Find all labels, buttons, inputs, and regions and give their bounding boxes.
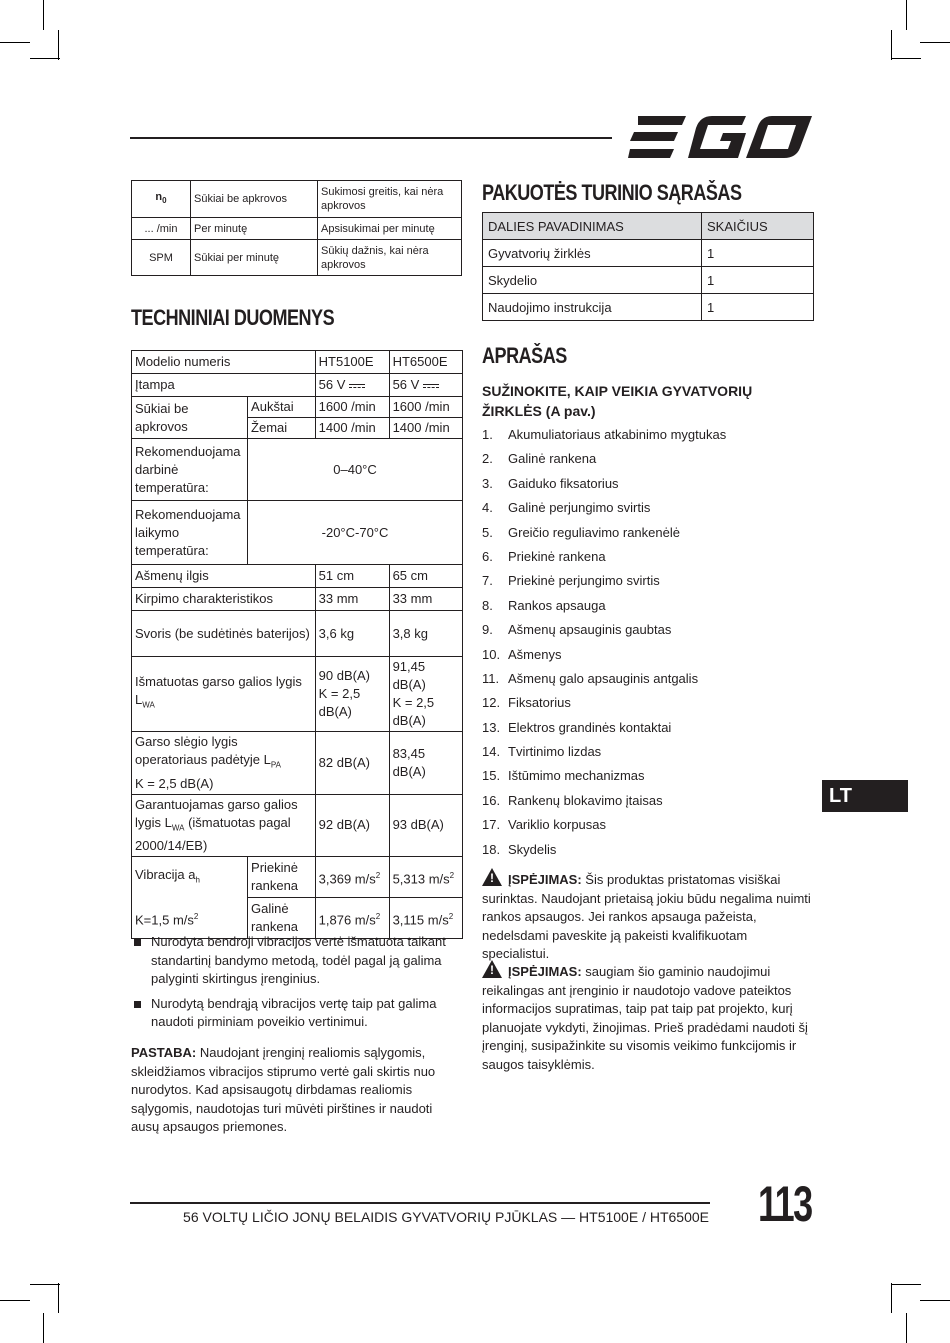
list-item: Nurodyta bendroji vibracijos vertė išmatuota taikant standartinį bandymo metodą, todėl pagal ją galima palyginti skirtingus įrenginius. (131, 933, 461, 989)
description-subheading: SUŽINOKITE, KAIP VEIKIA GYVATVORIŲ ŽIRKLĖS (A pav.) (482, 383, 753, 419)
table-row (132, 439, 463, 501)
spec-label: Svoris (be sudėtinės baterijos) (132, 611, 316, 657)
list-item (482, 740, 812, 764)
list-item: Nurodytą bendrąją vibracijos vertę taip pat galima naudoti pirminiam poveikio vertinimui. (131, 995, 461, 1032)
cell: Gyvatvorių žirklės (483, 240, 702, 267)
list-item-text: Skydelis (508, 841, 557, 857)
spec-value: 5,313 $m/s^2$ (389, 857, 462, 898)
spec-label: Sūkiai be apkrovos (132, 397, 248, 439)
spec-value: 0–40°C (248, 439, 463, 501)
list-item (482, 594, 812, 618)
list-item-number: 13. (482, 719, 501, 735)
list-item-number: 18. (482, 841, 501, 857)
spec-value: 56 V (389, 374, 462, 397)
table-row (132, 565, 463, 588)
bullet-icon (134, 1001, 141, 1008)
spec-label: Garantuojamas garso galios lygis $L_{WA}$ (išmatuotas pagal 2000/14/EB) (132, 794, 316, 857)
spec-value: 65 cm (389, 565, 462, 588)
spec-value: 3,115 $m/s^2$ (389, 898, 462, 939)
spec-sublabel: Priekinė rankena (248, 857, 316, 898)
spec-label: Rekomenduojama darbinė temperatūra: (132, 439, 248, 501)
list-item-number: 2. (482, 451, 493, 467)
table-row (132, 181, 462, 218)
list-item-text: Ašmenų galo apsauginis antgalis (508, 670, 699, 686)
spec-label: Išmatuotas garso galios lygis $L_{WA}$ (132, 657, 316, 732)
list-item (482, 423, 812, 447)
list-item-number: 1. (482, 427, 493, 442)
warning-icon: ! (482, 960, 502, 978)
package-heading: PAKUOTĖS TURINIO SĄRAŠAS (482, 180, 742, 205)
list-item (482, 472, 812, 496)
table-row (132, 611, 463, 657)
list-item (482, 838, 812, 862)
package-table (482, 212, 814, 321)
column-header: DALIES PAVADINIMAS (483, 213, 702, 240)
list-item-number: 11. (482, 670, 500, 686)
dc-symbol-icon (349, 384, 365, 388)
list-item-number: 6. (482, 548, 493, 564)
spec-label: Ašmenų ilgis (132, 565, 316, 588)
table-row (132, 732, 463, 795)
spec-value: 1,876 $m/s^2$ (315, 898, 389, 939)
list-item-number: 14. (482, 744, 501, 760)
list-item (482, 691, 812, 715)
language-tab-label: LT (829, 785, 852, 807)
table-row (483, 267, 814, 294)
description-cell: Sūkių dažnis, kai nėra apkrovos (318, 240, 462, 276)
table-row (132, 240, 462, 276)
table-row (132, 657, 463, 732)
list-item-text: Rankenų blokavimo įtaisas (508, 792, 663, 808)
description-cell: Sukimosi greitis, kai nėra apkrovos (318, 181, 462, 218)
spec-label: Įtampa (132, 374, 316, 397)
list-item-number: 17. (482, 817, 501, 833)
dc-symbol-icon (423, 384, 439, 388)
spec-value: 83,45 dB(A) (389, 732, 462, 795)
meaning-cell: Sūkiai per minutę (191, 240, 318, 276)
spec-value: 3,369 $m/s^2$ (315, 857, 389, 898)
cell: Skydelio (483, 267, 702, 294)
spec-label: Kirpimo charakteristikos (132, 588, 316, 611)
list-item-text: Galinė perjungimo svirtis (508, 500, 651, 516)
list-item-text: Tvirtinimo lizdas (508, 744, 602, 760)
spec-value: 3,8 kg (389, 611, 462, 657)
table-row (132, 397, 463, 418)
column-header: SKAIČIUS (702, 213, 814, 240)
list-item (482, 667, 812, 691)
cell: 1 (702, 240, 814, 267)
meaning-cell: Per minutę (191, 218, 318, 240)
list-item-number: 5. (482, 524, 493, 540)
cell: 1 (702, 294, 814, 321)
spec-label: Garso slėgio lygis operatoriaus padėtyje $L_{PA}$ K = 2,5 dB(A) (132, 732, 316, 795)
spec-value: 33 mm (315, 588, 389, 611)
meaning-cell: Sūkiai be apkrovos (191, 181, 318, 218)
description-cell: Apsisukimai per minutę (318, 218, 462, 240)
list-item-text: Variklio korpusas (508, 817, 607, 833)
spec-value: 93 dB(A) (389, 794, 462, 857)
table-row (132, 794, 463, 857)
spec-value: 1600 /min (389, 397, 462, 418)
list-item-number: 10. (482, 646, 501, 662)
cell: 1 (702, 267, 814, 294)
spec-sublabel: Galinė rankena (248, 898, 316, 939)
list-item-text: Gaiduko fiksatorius (508, 475, 619, 491)
table-row (483, 240, 814, 267)
symbol-cell: ... /min (132, 218, 191, 240)
parts-list (482, 423, 812, 862)
spec-sublabel: Žemai (248, 418, 316, 439)
table-row (132, 501, 463, 565)
warning-2: ! ĮSPĖJIMAS: saugiam šio gaminio naudojimui reikalingas ant įrenginio ir naudotojo vadove pateiktos informacijos supratimas, taip pat taip pat projekto, kurį planuojate vykdyti, žinojimas. Prieš pradėdami naudoti šį įrenginį, susipažinkite su visomis veikimo funkcijomis ir saugos taisyklėmis. (482, 960, 814, 1074)
table-row (483, 294, 814, 321)
list-item-text: Rankos apsauga (508, 597, 606, 613)
warning-1: ! ĮSPĖJIMAS: Šis produktas pristatomas visiškai surinktas. Naudojant prietaisą jokiu būdu negalima nuimti rankos apsaugos. Jei rankos apsauga pažeista, nedelsdami paveskite ją pakeisti kvalifikuotam specialistui. (482, 868, 814, 964)
list-item-text: Ašmenys (508, 646, 562, 662)
list-item (482, 813, 812, 837)
list-item (482, 496, 812, 520)
list-item (482, 643, 812, 667)
table-row (132, 374, 463, 397)
list-item (482, 789, 812, 813)
spec-value: 1400 /min (315, 418, 389, 439)
symbol-cell: SPM (132, 240, 191, 276)
spec-value: -20°C-70°C (248, 501, 463, 565)
list-item (482, 447, 812, 471)
tech-heading: TECHNINIAI DUOMENYS (131, 305, 335, 330)
list-item-number: 15. (482, 768, 501, 784)
page-number: 113 (758, 1176, 812, 1232)
description-heading: APRAŠAS (482, 343, 567, 368)
warning-icon: ! (482, 868, 502, 886)
spec-table (131, 350, 463, 939)
spec-label: Rekomenduojama laikymo temperatūra: (132, 501, 248, 565)
list-item-text: Priekinė perjungimo svirtis (508, 573, 660, 589)
bullet-icon (134, 939, 141, 946)
table-row (132, 218, 462, 240)
list-item (482, 764, 812, 788)
spec-label: Modelio numeris (132, 351, 316, 374)
spec-value: HT6500E (389, 351, 462, 374)
list-item-number: 4. (482, 500, 493, 516)
spec-sublabel: Aukštai (248, 397, 316, 418)
table-row (132, 351, 463, 374)
list-item-text: Galinė rankena (508, 451, 597, 467)
ego-logo (628, 116, 812, 163)
symbol-cell: $n_0$ (132, 181, 191, 218)
header-rule (130, 137, 612, 139)
list-item-number: 3. (482, 475, 493, 491)
list-item-text: Priekinė rankena (508, 548, 606, 564)
spec-value: 51 cm (315, 565, 389, 588)
list-item-number: 9. (482, 622, 493, 638)
spec-label: Vibracija $a_h$ K=1,5 $m/s^2$ (132, 857, 248, 939)
cell: Naudojimo instrukcija (483, 294, 702, 321)
spec-value: HT5100E (315, 351, 389, 374)
list-item-text: Elektros grandinės kontaktai (508, 719, 672, 735)
list-item-text: Fiksatorius (508, 695, 571, 711)
list-item-text: Ašmenų apsauginis gaubtas (508, 622, 672, 638)
list-item-text: Akumuliatoriaus atkabinimo mygtukas (508, 427, 727, 442)
list-item (482, 618, 812, 642)
list-item (482, 569, 812, 593)
spec-value: 90 dB(A) K = 2,5 dB(A) (315, 657, 389, 732)
spec-value: 92 dB(A) (315, 794, 389, 857)
list-item-number: 12. (482, 695, 501, 711)
footer-rule (130, 1202, 710, 1204)
list-item-number: 8. (482, 597, 493, 613)
list-item-text: Greičio reguliavimo rankenėlė (508, 524, 680, 540)
symbols-table (131, 180, 462, 276)
spec-value: 91,45 dB(A) K = 2,5 dB(A) (389, 657, 462, 732)
spec-value: 82 dB(A) (315, 732, 389, 795)
list-item (482, 521, 812, 545)
table-header-row (483, 213, 814, 240)
table-row (132, 588, 463, 611)
list-item-text: Ištūmimo mechanizmas (508, 768, 645, 784)
list-item (482, 716, 812, 740)
spec-value: 1600 /min (315, 397, 389, 418)
list-item-number: 7. (482, 573, 493, 589)
list-item (482, 545, 812, 569)
spec-value: 3,6 kg (315, 611, 389, 657)
spec-value: 56 V (315, 374, 389, 397)
note-paragraph: PASTABA: Naudojant įrenginį realiomis sąlygomis, skleidžiamos vibracijos stiprumo vertė gali skirtis nuo nurodytos. Kad apsisaugotų dirbdamas realiomis sąlygomis, naudotojas turi mūvėti pirštines ir naudoti ausų apsaugos priemones. (131, 1045, 436, 1134)
spec-value: 33 mm (389, 588, 462, 611)
vibration-notes (131, 933, 461, 1032)
footer-title: 56 VOLTŲ LIČIO JONŲ BELAIDIS GYVATVORIŲ PJŪKLAS — HT5100E / HT6500E (183, 1209, 709, 1225)
table-row (132, 857, 463, 898)
language-tab (822, 780, 908, 812)
spec-value: 1400 /min (389, 418, 462, 439)
list-item-number: 16. (482, 792, 501, 808)
